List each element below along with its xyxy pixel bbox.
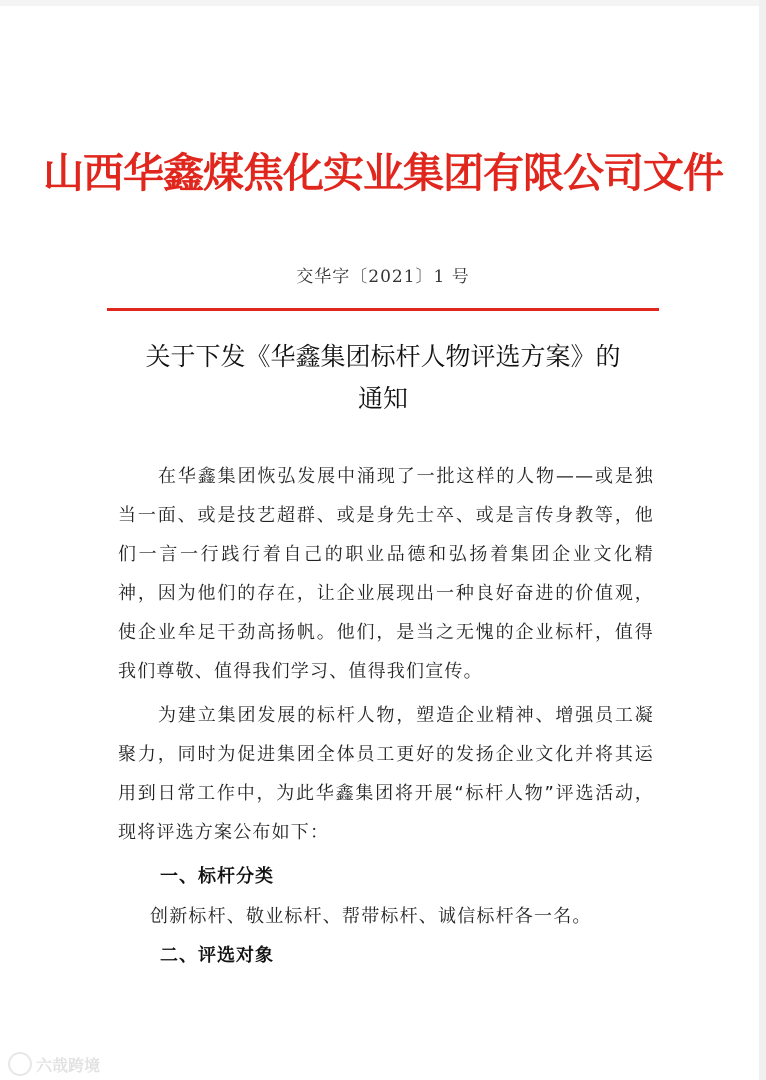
document-number: 交华字〔2021〕1 号 <box>296 267 470 287</box>
page-top-edge <box>0 0 766 6</box>
notice-title <box>100 336 666 420</box>
watermark-logo-icon <box>8 1052 32 1076</box>
paragraph-intro: 在华鑫集团恢弘发展中涌现了一批这样的人物——或是独当一面、或是技艺超群、或是身先士卒、或是言传身教等，他们一言一行践行着自己的职业品德和弘扬着集团企业文化精神，因为他们的存在，让企业展现出一种良好奋进的价值观，使企业牟足干劲高扬帆。他们，是当之无愧的企业标杆，值得我们尊敬、值得我们学习、值得我们宣传。 <box>118 466 654 682</box>
red-divider-line <box>107 308 659 311</box>
paragraph-purpose: 为建立集团发展的标杆人物，塑造企业精神、增强员工凝聚力，同时为促进集团全体员工更好的发扬企业文化并将其运用到日常工作中，为此华鑫集团将开展“标杆人物”评选活动，现将评选方案公布如下： <box>118 705 654 843</box>
document-header-title: 山西华鑫煤焦化实业集团有限公司文件 <box>43 149 723 197</box>
notice-title-line1: 关于下发《华鑫集团标杆人物评选方案》的 <box>145 342 621 371</box>
section-text-categories: 创新标杆、敬业标杆、帮带标杆、诚信标杆各一名。 <box>150 906 592 927</box>
section-heading-categories: 一、标杆分类 <box>160 866 274 887</box>
watermark-text: 六哉跨境 <box>36 1055 101 1075</box>
notice-title-line2: 通知 <box>357 384 408 413</box>
section-heading-targets: 二、评选对象 <box>160 945 274 966</box>
watermark <box>8 1052 100 1076</box>
